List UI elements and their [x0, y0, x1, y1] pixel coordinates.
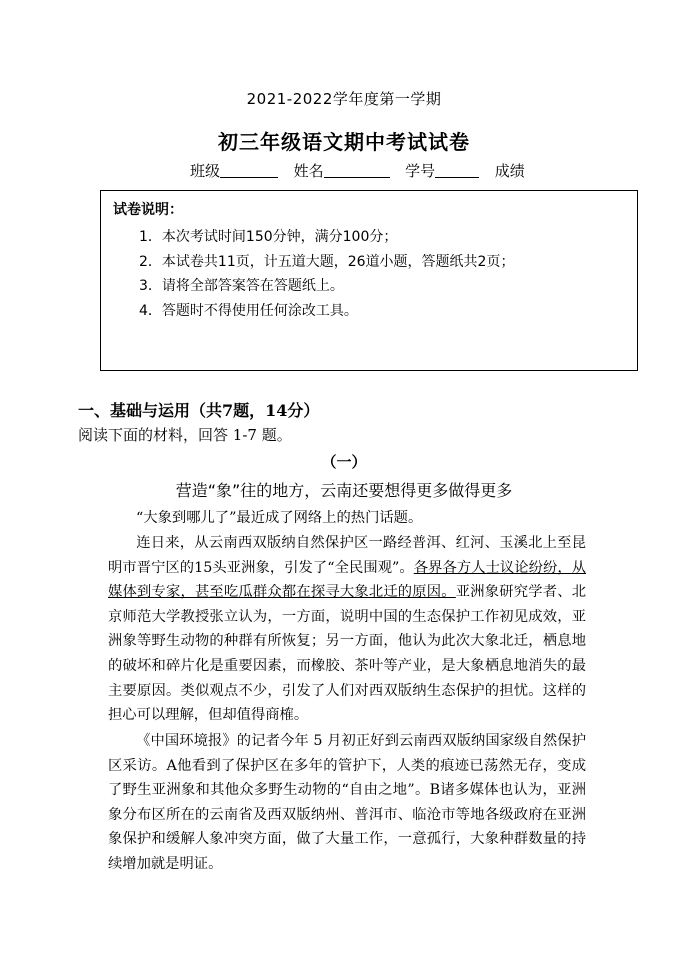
article-title: 营造“象”往的地方，云南还要想得更多做得更多 [175, 481, 513, 500]
paragraph-text: 《中国环境报》的记者今年 5 月初正好到云南西双版纳国家级自然保护区采访。A他看到了保护区在多年的管护下，人类的痕迹已荡然无存，变成了野生亚洲象和其他众多野生动物的“自由之地”。B诸多媒体也认为，亚洲象分布区所在的云南省及西双版纳州、普洱市、临沧市等地各级政府在亚洲象保护和缓解人象冲突方面，做了大量工作，一意孤行，大象种群数量的持续增加就是明证。 [108, 733, 586, 872]
student-info-line [190, 160, 525, 181]
paragraph-text: 亚洲象研究学者、北京师范大学教授张立认为，一方面，说明中国的生态保护工作初见成效，亚洲象等野生动物的种群有所恢复；另一方面，他认为此次大象北迁，栖息地的破坏和碎片化是重要因素，而橡胶、茶叶等产业，是大象栖息地消失的最主要原因。类似观点不少，引发了人们对西双版纳生态保护的担忧。这样的担心可以理解，但却值得商榷。 [108, 584, 587, 724]
name-field[interactable] [324, 163, 390, 178]
article-paragraph-3 [108, 729, 586, 877]
instruction-item: 3．请将全部答案答在答题纸上。 [139, 278, 344, 294]
score-label: 成绩 [494, 162, 525, 180]
instruction-item: 1．本次考试时间150分钟，满分100分； [139, 229, 398, 245]
article-paragraph-2 [108, 531, 586, 728]
part-number: （一） [321, 453, 367, 471]
class-label: 班级 [190, 162, 221, 180]
underlined-sentence: 各界各方人士议论纷纷，从媒体到专家，甚至吃瓜群众都在探寻大象北迁的原因。 [108, 559, 587, 601]
id-label: 学号 [405, 162, 436, 180]
article-paragraph-1 [108, 506, 586, 531]
instruction-item: 2．本试卷共11页，计五道大题，26道小题，答题纸共2页； [139, 254, 515, 270]
paragraph-text: 连日来，从云南西双版纳自然保护区一路经普洱、红河、玉溪北上至昆明市晋宁区的15头亚洲象，引发了“全民围观”。 [108, 535, 586, 576]
school-year: 2021-2022学年度第一学期 [246, 90, 442, 108]
instructions-title: 试卷说明： [113, 202, 183, 218]
section-heading: 一、基础与运用（共7题，14分） [78, 401, 320, 420]
class-field[interactable] [220, 163, 278, 178]
name-label: 姓名 [293, 162, 324, 180]
instruction-item: 4．答题时不得使用任何涂改工具。 [139, 303, 358, 319]
instructions-box [100, 190, 638, 371]
reading-instruction: 阅读下面的材料，回答 1-7 题。 [78, 426, 292, 444]
exam-title: 初三年级语文期中考试试卷 [218, 130, 470, 154]
paragraph-text: “大象到哪儿了”最近成了网络上的热门话题。 [136, 510, 423, 526]
id-field[interactable] [435, 163, 479, 178]
